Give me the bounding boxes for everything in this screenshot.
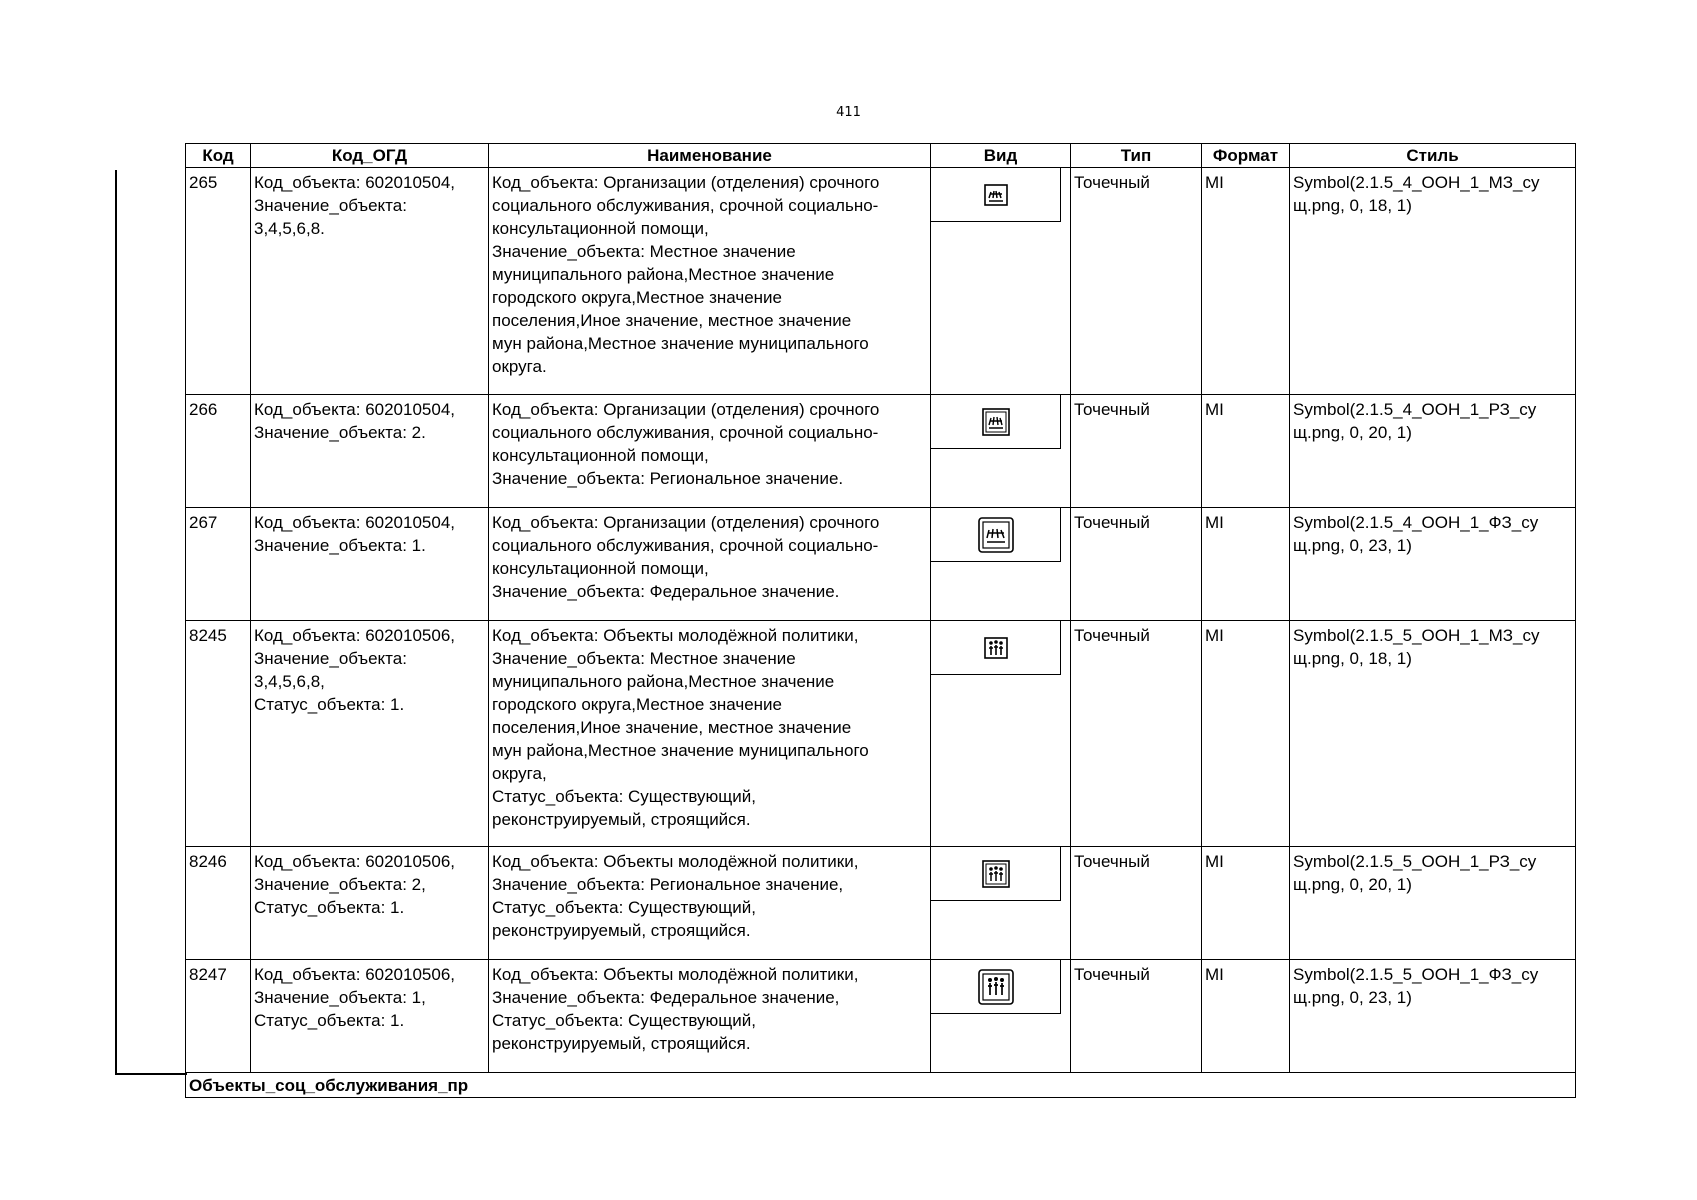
cell-name: Код_объекта: Организации (отделения) срочного социального обслуживания, срочной социально- консультационной помощи, Значение_объекта: Федеральное значение.: [489, 508, 931, 621]
cell-format: MI: [1202, 168, 1290, 395]
youth-policy-federal-icon: [978, 969, 1014, 1005]
header-vid: Вид: [931, 144, 1071, 168]
cell-kod-ogd: Код_объекта: 602010504, Значение_объекта: 1.: [251, 508, 489, 621]
table-row: [186, 621, 1576, 847]
youth-policy-regional-icon: [982, 860, 1010, 888]
cell-tip: Точечный: [1071, 621, 1202, 847]
table-row: [186, 960, 1576, 1073]
cell-style: Symbol(2.1.5_5_ООН_1_МЗ_су щ.png, 0, 18, 1): [1290, 621, 1576, 847]
cell-kod: 8245: [186, 621, 251, 847]
header-kod: Код: [186, 144, 251, 168]
header-tip: Тип: [1071, 144, 1202, 168]
header-name: Наименование: [489, 144, 931, 168]
cell-format: MI: [1202, 960, 1290, 1073]
cell-kod-ogd: Код_объекта: 602010506, Значение_объекта: 2, Статус_объекта: 1.: [251, 847, 489, 960]
cell-vid: [931, 395, 1071, 508]
cell-vid: [931, 621, 1071, 847]
table-row: [186, 847, 1576, 960]
cell-format: MI: [1202, 847, 1290, 960]
cell-format: MI: [1202, 621, 1290, 847]
cell-vid: [931, 960, 1071, 1073]
header-format: Формат: [1202, 144, 1290, 168]
cell-kod-ogd: Код_объекта: 602010504, Значение_объекта: 3,4,5,6,8.: [251, 168, 489, 395]
cell-format: MI: [1202, 395, 1290, 508]
cell-kod: 265: [186, 168, 251, 395]
cell-style: Symbol(2.1.5_4_ООН_1_ФЗ_су щ.png, 0, 23, 1): [1290, 508, 1576, 621]
cell-name: Код_объекта: Организации (отделения) срочного социального обслуживания, срочной социально- консультационной помощи, Значение_объекта: Региональное значение.: [489, 395, 931, 508]
table-footer-row: [186, 1073, 1576, 1098]
cell-vid: [931, 847, 1071, 960]
cell-kod: 267: [186, 508, 251, 621]
cell-format: MI: [1202, 508, 1290, 621]
cell-style: Symbol(2.1.5_4_ООН_1_МЗ_су щ.png, 0, 18, 1): [1290, 168, 1576, 395]
youth-policy-local-icon: [984, 637, 1008, 659]
cell-kod: 266: [186, 395, 251, 508]
social-service-federal-icon: [978, 517, 1014, 553]
cell-name: Код_объекта: Организации (отделения) срочного социального обслуживания, срочной социально- консультационной помощи, Значение_объекта: Местное значение муниципального района,Местное значение городского округа,Местное значение поселения,Иное значение, местное значение мун района,Местное значение муниципального округа.: [489, 168, 931, 395]
cell-tip: Точечный: [1071, 847, 1202, 960]
social-service-regional-icon: [982, 408, 1010, 436]
table-row: [186, 508, 1576, 621]
symbol-table: [185, 143, 1576, 1098]
cell-name: Код_объекта: Объекты молодёжной политики, Значение_объекта: Местное значение муниципального района,Местное значение городского округа,Местное значение поселения,Иное значение, местное значение мун района,Местное значение муниципального округа, Статус_объекта: Существующий, реконструируемый, строящийся.: [489, 621, 931, 847]
social-service-local-icon: [984, 184, 1008, 206]
cell-style: Symbol(2.1.5_5_ООН_1_ФЗ_су щ.png, 0, 23, 1): [1290, 960, 1576, 1073]
left-margin-line: [115, 170, 117, 1075]
cell-kod-ogd: Код_объекта: 602010506, Значение_объекта: 3,4,5,6,8, Статус_объекта: 1.: [251, 621, 489, 847]
header-style: Стиль: [1290, 144, 1576, 168]
table-header-row: [186, 144, 1576, 168]
cell-kod: 8246: [186, 847, 251, 960]
cell-style: Symbol(2.1.5_4_ООН_1_РЗ_су щ.png, 0, 20, 1): [1290, 395, 1576, 508]
page-number: 411: [836, 105, 861, 120]
cell-vid: [931, 168, 1071, 395]
table-row: [186, 395, 1576, 508]
cell-tip: Точечный: [1071, 508, 1202, 621]
section-label: Объекты_соц_обслуживания_пр: [186, 1073, 1576, 1098]
cell-kod-ogd: Код_объекта: 602010506, Значение_объекта: 1, Статус_объекта: 1.: [251, 960, 489, 1073]
cell-name: Код_объекта: Объекты молодёжной политики, Значение_объекта: Региональное значение, Статус_объекта: Существующий, реконструируемый, строящийся.: [489, 847, 931, 960]
cell-tip: Точечный: [1071, 168, 1202, 395]
cell-kod-ogd: Код_объекта: 602010504, Значение_объекта: 2.: [251, 395, 489, 508]
cell-tip: Точечный: [1071, 395, 1202, 508]
header-kod-ogd: Код_ОГД: [251, 144, 489, 168]
cell-vid: [931, 508, 1071, 621]
left-margin-foot-line: [115, 1073, 187, 1075]
cell-tip: Точечный: [1071, 960, 1202, 1073]
cell-name: Код_объекта: Объекты молодёжной политики, Значение_объекта: Федеральное значение, Статус_объекта: Существующий, реконструируемый, строящийся.: [489, 960, 931, 1073]
cell-kod: 8247: [186, 960, 251, 1073]
cell-style: Symbol(2.1.5_5_ООН_1_РЗ_су щ.png, 0, 20, 1): [1290, 847, 1576, 960]
table-row: [186, 168, 1576, 395]
